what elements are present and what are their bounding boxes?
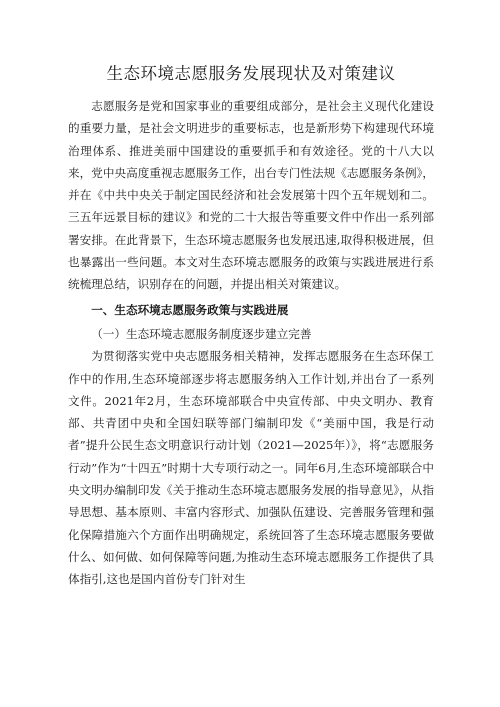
subsection-heading: （一）生态环境志愿服务制度逐步建立完善 <box>91 326 312 341</box>
intro-paragraph: 志愿服务是党和国家事业的重要组成部分，是社会主义现代化建设的重要力量，是社会文明进步的重要标志，也是新形势下构建现代环境治理体系、推进美丽中国建设的重要抓手和有效途径。党的十八大以来，党中央高度重视志愿服务工作，出台专门性法规《志愿服务条例》，并在《中共中央关于制定国民经济和社会发展第十四个五年规划和二。三五年远景目标的建议》和党的二十大报告等重要文件中作出一系列部署安排。在此背景下，生态环境志愿服务也发展迅速,取得积极进展，但也暴露出一些问题。本文对生态环境志愿服务的政策与实践进展进行系统梳理总结，识别存在的问题，并提出相关对策建议。 <box>68 99 434 292</box>
document-title: 生态环境志愿服务发展现状及对策建议 <box>106 64 396 83</box>
body-paragraph: 为贯彻落实党中央志愿服务相关精神，发挥志愿服务在生态环保工作中的作用,生态环境部逐步将志愿服务纳入工作计划,并出台了一系列文件。2021年2月，生态环境部联合中央宣传部、中央文明办、教育部、共青团中央和全国妇联等部门编制印发《“美丽中国，我是行动者”提升公民生态文明意识行动计划（2021—2025年）》，将“志愿服务行动”作为“十四五”时期十大专项行动之一。同年6月,生态环境部联合中央文明办编制印发《关于推动生态环境志愿服务发展的指导意见》，从指导思想、基本原则、丰富内容形式、加强队伍建设、完善服务管理和强化保障措施六个方面作出明确规定，系统回答了生态环境志愿服务要做什么、如何做、如何保障等问题,为推动生态环境志愿服务工作提供了具体指引,这也是国内首份专门针对生 <box>68 349 434 587</box>
section-heading: 一、生态环境志愿服务政策与实践进展 <box>91 302 289 317</box>
